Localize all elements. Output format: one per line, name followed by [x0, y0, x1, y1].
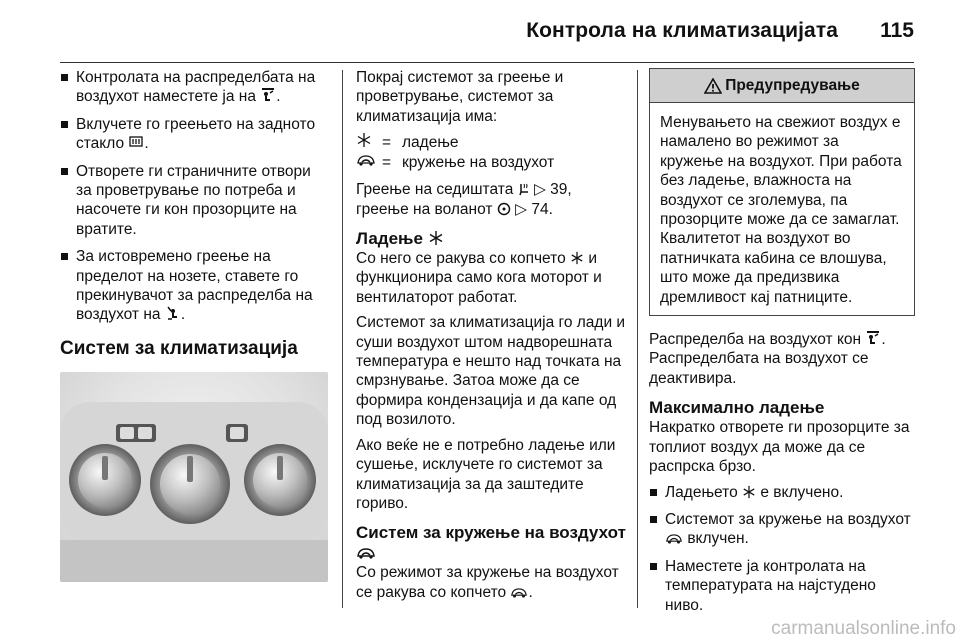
page-number: 115	[880, 19, 914, 42]
column-right	[649, 68, 915, 623]
page-header	[0, 12, 960, 52]
seat-heating-icon	[518, 182, 530, 196]
column-middle	[356, 68, 632, 608]
list-item: Отворете ги страничните отвори за проветрување по потреба и насочете ги кон прозорците на вратите.	[60, 162, 328, 240]
symbol-legend	[356, 132, 632, 172]
list-item: Ладењето е вклучено.	[649, 483, 915, 502]
recirculation-heading: Систем за кружење на воздухот	[356, 523, 632, 563]
snowflake-icon	[428, 230, 444, 246]
watermark: carmanualsonline.info	[771, 618, 956, 639]
warning-box	[649, 68, 915, 316]
warning-header: Предупредување	[650, 69, 914, 103]
footwell-windscreen-icon	[165, 305, 181, 321]
recirculation-icon	[510, 586, 528, 599]
list-item: Вклучете го греењето на задното стакло .	[60, 115, 328, 154]
cooling-paragraph-1: Со него се ракува со копчето и функционира само кога моторот и вентилаторот работат.	[356, 250, 602, 306]
recirculation-icon	[356, 546, 376, 560]
climate-panel-illustration	[60, 372, 328, 582]
instruction-list	[60, 68, 328, 325]
recirculation-icon	[665, 532, 683, 545]
section-title-climate: Систем за климатизација	[60, 337, 298, 359]
intro-paragraph: Покрај системот за греење и проветрување, системот за климатизација има:	[356, 69, 564, 125]
steering-wheel-heating-icon	[497, 202, 511, 216]
page-title: Контрола на климатизацијата	[526, 19, 838, 42]
climate-control-panel-image	[60, 372, 328, 582]
rear-window-heater-icon	[128, 134, 144, 150]
cooling-paragraph-3: Ако веќе не е потребно ладење или сушење, исклучете го системот за климатизација за да заштедите гориво.	[356, 436, 616, 512]
column-divider-1	[342, 70, 343, 608]
heating-references: Греење на седиштата ▷ 39, греење на воланот ▷ 74.	[356, 181, 572, 218]
list-item: Контролата на распределбата на воздухот наместете ја на .	[60, 68, 328, 107]
symbol-row-cooling: = ладење	[356, 132, 632, 152]
snowflake-icon	[356, 132, 372, 148]
wheel-heating-link[interactable]: 74.	[531, 200, 553, 218]
cooling-paragraph-2: Системот за климатизација го лади и суши воздухот штом надворешната температура е нешто над точката на смрзнување. Затоа може да се формира кондензација и да капе од под возилото.	[356, 314, 626, 429]
cooling-heading: Ладење	[356, 229, 632, 249]
seat-heating-link[interactable]: 39,	[550, 181, 572, 199]
windscreen-distribution-icon	[260, 87, 276, 103]
recirculation-paragraph: Со режимот за кружење на воздухот се ракува со копчето .	[356, 564, 619, 601]
warning-text: Менувањето на свежиот воздух е намалено во режимот за кружење на воздухот. При работа без ладење, влажноста на воздухот се зголемува, па прозорците може да се замаглат. Квалитетот на воздухот во патничката кабина се влошува, што може да предизвика дремливост кај патниците.	[660, 114, 902, 306]
windscreen-distribution-icon	[865, 330, 881, 346]
column-divider-2	[637, 70, 638, 608]
column-left	[60, 68, 328, 582]
snowflake-icon	[570, 251, 584, 265]
list-item: За истовремено греење на пределот на нозете, ставете го прекинувачот за распределба на воздухот на .	[60, 247, 328, 325]
page-ref-arrow-icon: ▷	[533, 181, 546, 199]
page-ref-arrow-icon: ▷	[515, 200, 528, 218]
list-item: Наместете ја контролата на температурата на најстудено ниво.	[649, 557, 915, 615]
symbol-row-recirculation: = кружење на воздухот	[356, 152, 632, 172]
header-divider	[60, 62, 914, 63]
warning-triangle-icon	[704, 78, 722, 94]
max-cooling-intro: Накратко отворете ги прозорците за топлиот воздух да може да се распрска брзо.	[649, 419, 910, 476]
list-item: Системот за кружење на воздухот вклучен.	[649, 510, 915, 549]
snowflake-icon	[742, 485, 756, 499]
max-cooling-steps	[649, 483, 915, 615]
max-cooling-heading: Максимално ладење	[649, 398, 825, 418]
recirculation-icon	[356, 153, 376, 167]
distribution-paragraph: Распределба на воздухот кон . Распределбата на воздухот се деактивира.	[649, 331, 886, 387]
